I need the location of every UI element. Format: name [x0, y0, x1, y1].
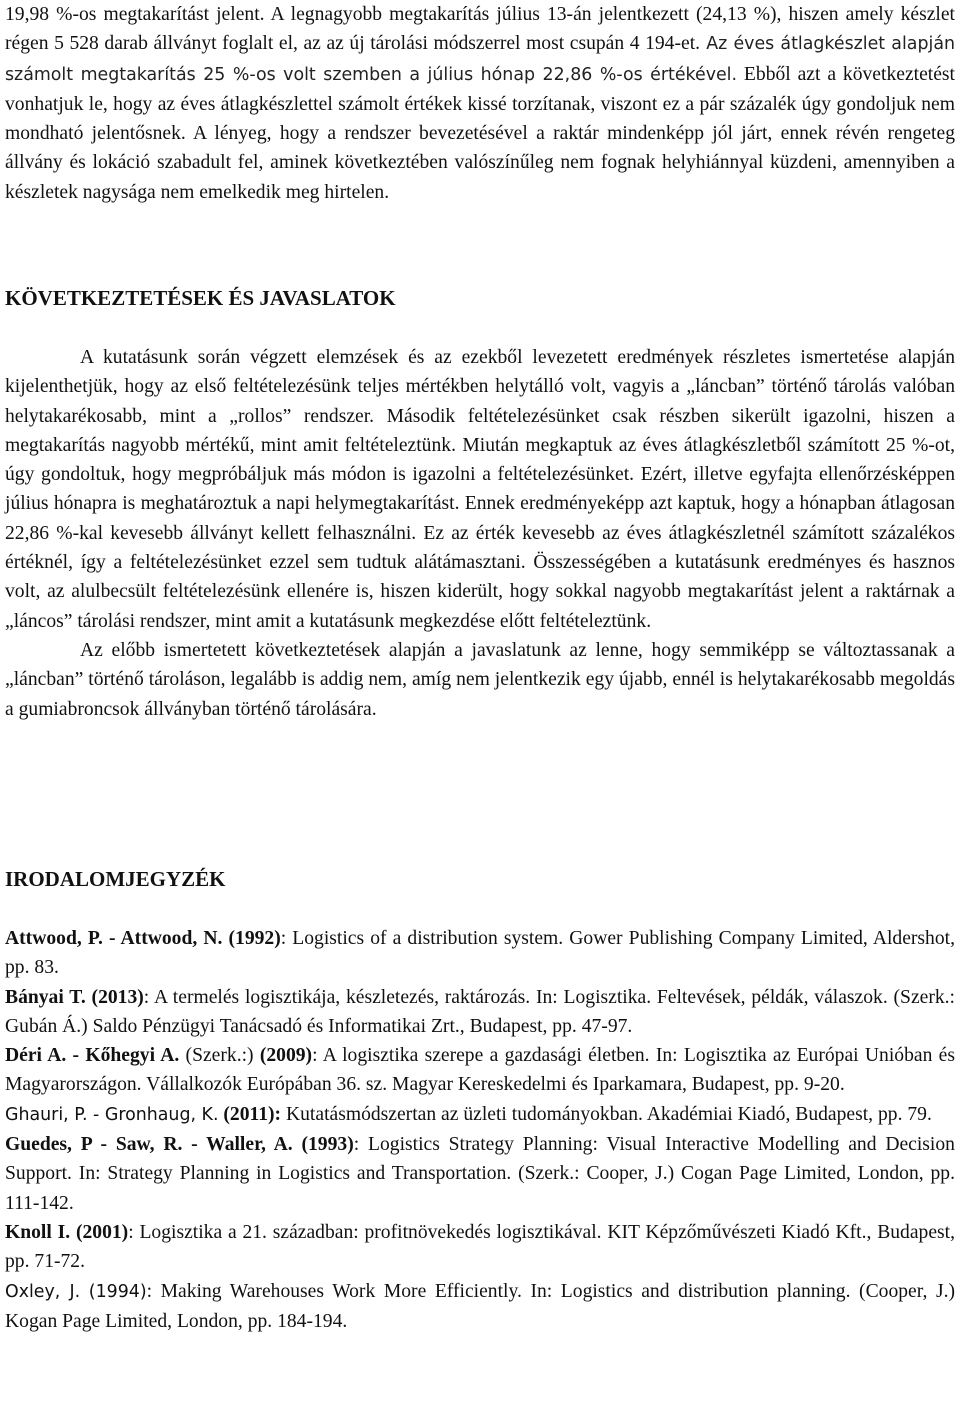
intro-text-sans: Az éves átlagkészlet alapján számolt megtakarítás 25 %-os volt szemben a július hónap 22,86 %-os értékével. — [5, 34, 955, 85]
conclusions-paragraph-1: A kutatásunk során végzett elemzések és az ezekből levezetett eredmények részletes ismertetése alapján kijelenthetjük, hogy az első feltételezésünk teljes mértékben helytálló volt, vagyis a „láncban” történő tárolás valóban helytakarékosabb, mint a „rollos” rendszer. Második feltételezésünket csak részben sikerült igazolni, hiszen a megtakarítás nagyobb mértékű, mint amit feltételeztünk. Miután megkaptuk az éves átlagkészletből számított 25 %-ot, úgy gondoltuk, hogy megpróbáljuk más módon is igazolni a feltételezésünket. Ezért, illetve egyfajta ellenőrzésképpen július hónapra is meghatároztuk a napi helymegtakarítást. Ennek eredményeképp azt kaptuk, hogy a hónapban átlagosan 22,86 %-kal kevesebb állványt kellett felhasználni. Ez az érték kevesebb az éves átlagkészletnél számított százalékos értéknél, így a feltételezésünket ezzel sem tudtuk alátámasztani. Összességében a kutatásunk eredményes és hasznos volt, az alulbecsült feltételezésünk ellenére is, hiszen kiderült, hogy sokkal nagyobb megtakarítást jelent a raktárnak a „láncos” tárolási rendszer, mint amit a kutatásunk megkezdése előtt feltételeztünk. — [5, 347, 955, 632]
conclusions-body — [5, 343, 955, 724]
section-heading-conclusions: KÖVETKEZTETÉSEK ÉS JAVASLATOK — [5, 286, 396, 310]
intro-text-a: 19,98 %-os megtakarítást jelent. A legnagyobb megtakarítás július 13-án jelentkezett (24,13 %), hiszen amely készlet régen 5 528 darab állványt foglalt el, az az új tárolási módszerrel most csupán 4 194-et. — [5, 4, 955, 55]
reference-item: Oxley, J. (1994): Making Warehouses Work More Efficiently. In: Logistics and distribution planning. (Cooper, J.) Kogan Page Limited, London, pp. 184-194. — [5, 1280, 955, 1332]
reference-item: Bányai T. (2013): A termelés logisztikája, készletezés, raktározás. In: Logisztika. Feltevések, példák, válaszok. (Szerk.: Gubán Á.) Saldo Pénzügyi Tanácsadó és Informatikai Zrt., Budapest, pp. 47-97. — [5, 986, 955, 1037]
intro-text-b: Ebből azt a következtetést vonhatjuk le, hogy az éves átlagkészlettel számolt értékek kissé torzítanak, viszont ez a pár százalék úgy gondoljuk nem mondható jelentősnek. A lényeg, hogy a rendszer bevezetésével a raktár mindenképp jól járt, ennek révén rengeteg állvány és lokáció szabadult fel, aminek következtében valószínűleg nem fognak helyhiánnyal küzdeni, amennyiben a készletek nagysága nem emelkedik meg hirtelen. — [5, 63, 955, 203]
intro-paragraph — [5, 0, 955, 207]
reference-item: Guedes, P - Saw, R. - Waller, A. (1993): Logistics Strategy Planning: Visual Interactive Modelling and Decision Support. In: Strategy Planning in Logistics and Transportation. (Szerk.: Cooper, J.) Cogan Page Limited, London, pp. 111-142. — [5, 1134, 955, 1214]
reference-list — [5, 924, 955, 1336]
reference-item: Attwood, P. - Attwood, N. (1992): Logistics of a distribution system. Gower Publishing Company Limited, Aldershot, pp. 83. — [5, 928, 955, 979]
reference-item: Knoll I. (2001): Logisztika a 21. században: profitnövekedés logisztikával. KIT Képzőművészeti Kiadó Kft., Budapest, pp. 71-72. — [5, 1221, 956, 1273]
reference-item: Ghauri, P. - Gronhaug, K. (2011): Kutatásmódszertan az üzleti tudományokban. Akadémiai Kiadó, Budapest, pp. 79. — [5, 1103, 932, 1125]
section-heading-references: IRODALOMJEGYZÉK — [5, 867, 226, 891]
reference-item: Déri A. - Kőhegyi A. (Szerk.:) (2009): A logisztika szerepe a gazdasági életben. In: Logisztika az Európai Unióban és Magyarországon. Vállalkozók Európában 36. sz. Magyar Kereskedelmi és Iparkamara, Budapest, pp. 9-20. — [5, 1045, 955, 1096]
conclusions-paragraph-2: Az előbb ismertetett következtetések alapján a javaslatunk az lenne, hogy semmiképp se változtassanak a „láncban” történő tároláson, legalább is addig nem, amíg nem jelentkezik egy újabb, ennél is helytakarékosabb megoldás a gumiabroncsok állványban történő tárolására. — [5, 639, 955, 720]
